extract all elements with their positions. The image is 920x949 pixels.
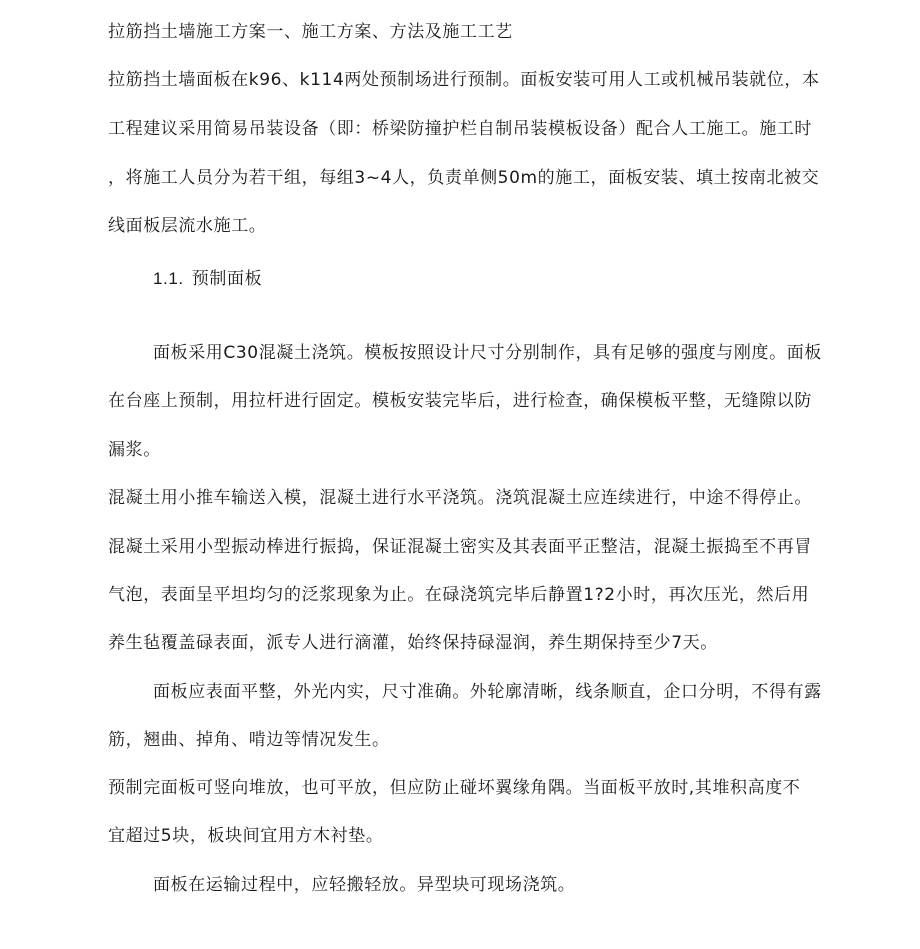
intro-line: ，将施工人员分为若干组，每组3~4人，负责单侧50m的施工，面板安装、填土按南北被交 <box>108 168 820 188</box>
paragraph-line: 面板应表面平整，外光内实，尺寸准确。外轮廓清晰，线条顺直，企口分明，不得有露 <box>153 682 822 702</box>
paragraph-line: 在台座上预制，用拉杆进行固定。模板安装完毕后，进行检查，确保模板平整，无缝隙以防 <box>108 391 812 411</box>
paragraph-line: 宜超过5块，板块间宜用方木衬垫。 <box>108 826 384 846</box>
paragraph-line: 预制完面板可竖向堆放，也可平放，但应防止碰坏翼缘角隅。当面板平放时,其堆积高度不 <box>108 778 801 798</box>
section-title: 预制面板 <box>191 269 263 289</box>
section-number: 1.1. <box>153 269 184 288</box>
intro-line: 拉筋挡土墙面板在k96、k114两处预制场进行预制。面板安装可用人工或机械吊装就位，本 <box>108 70 820 90</box>
section-heading <box>153 267 262 291</box>
paragraph-line: 面板采用C30混凝土浇筑。模板按照设计尺寸分别制作，具有足够的强度与刚度。面板 <box>153 343 822 363</box>
paragraph-line: 混凝土用小推车输送入模，混凝土进行水平浇筑。浇筑混凝土应连续进行，中途不得停止。 <box>108 488 812 508</box>
paragraph-line: 气泡，表面呈平坦均匀的泛浆现象为止。在碌浇筑完毕后静置1?2小时，再次压光，然后用 <box>108 585 810 605</box>
intro-line: 线面板层流水施工。 <box>108 216 267 236</box>
intro-line: 工程建议采用简易吊装设备（即：桥梁防撞护栏自制吊装模板设备）配合人工施工。施工时 <box>108 119 812 139</box>
paragraph-line: 混凝土采用小型振动棒进行振捣，保证混凝土密实及其表面平正整洁，混凝土振捣至不再冒 <box>108 537 812 557</box>
paragraph-line: 漏浆。 <box>108 440 161 460</box>
paragraph-line: 面板在运输过程中，应轻搬轻放。异型块可现场浇筑。 <box>153 875 576 895</box>
document-title: 拉筋挡土墙施工方案一、施工方案、方法及施工工艺 <box>108 22 513 42</box>
paragraph-line: 养生毡覆盖碌表面，派专人进行滴灌，始终保持碌湿润，养生期保持至少7天。 <box>108 633 718 653</box>
paragraph-line: 筋，翘曲、掉角、啃边等情况发生。 <box>108 730 390 750</box>
